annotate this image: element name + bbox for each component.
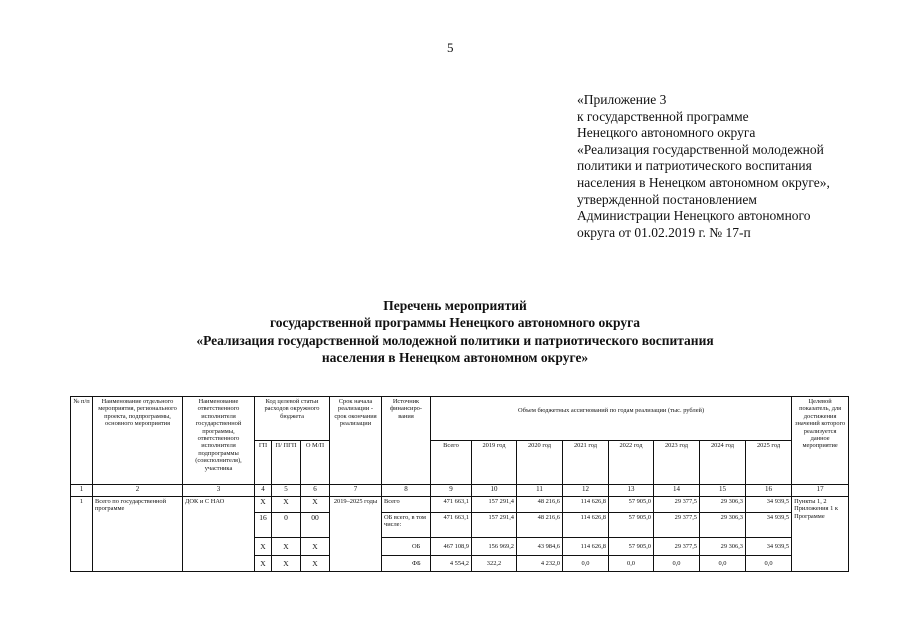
cell-pgp: Х — [272, 556, 301, 572]
header-source: Источник финансиро- вания — [382, 397, 431, 485]
cell-value: 29 377,5 — [654, 513, 700, 538]
cell-value: 48 216,6 — [517, 497, 563, 513]
cell-value: 34 939,5 — [746, 513, 792, 538]
cell-pgp: Х — [272, 538, 301, 556]
header-year: 2025 год — [746, 441, 792, 485]
appendix-line: Ненецкого автономного округа — [577, 125, 756, 141]
cell-value: 467 108,9 — [431, 538, 472, 556]
header-gp: ГП — [255, 441, 272, 485]
cell-omp: 00 — [301, 513, 330, 538]
col-number: 10 — [472, 485, 517, 497]
cell-value: 0,0 — [609, 556, 654, 572]
cell-value: 322,2 — [472, 556, 517, 572]
cell-value: 48 216,6 — [517, 513, 563, 538]
cell-omp: Х — [301, 538, 330, 556]
header-name: Наименование отдельного мероприятия, регионального проекта, подпрограммы, основного мероприятия — [93, 397, 183, 485]
cell-value: 4 232,0 — [517, 556, 563, 572]
col-number: 13 — [609, 485, 654, 497]
cell-value: 57 905,0 — [609, 513, 654, 538]
row-num: 1 — [71, 497, 93, 572]
header-year: 2023 год — [654, 441, 700, 485]
col-number: 7 — [330, 485, 382, 497]
col-number: 1 — [71, 485, 93, 497]
title-line: государственной программы Ненецкого автономного округа — [269, 315, 641, 331]
col-number: 3 — [183, 485, 255, 497]
appendix-line: населения в Ненецком автономном округе», — [577, 174, 830, 190]
cell-pgp: 0 — [272, 513, 301, 538]
row-name: Всего по государственной программе — [93, 497, 183, 572]
header-term: Срок начала реализации - срок окончания реализации — [330, 397, 382, 485]
header-year: 2021 год — [563, 441, 609, 485]
table-row — [71, 497, 849, 513]
header-year: 2022 год — [609, 441, 654, 485]
cell-value: 29 306,3 — [700, 513, 746, 538]
col-number: 17 — [792, 485, 849, 497]
header-pgp: П/ ПГП — [272, 441, 301, 485]
col-number: 16 — [746, 485, 792, 497]
header-year: 2019 год — [472, 441, 517, 485]
activities-table — [70, 396, 849, 572]
cell-value: 34 939,5 — [746, 538, 792, 556]
cell-value: 0,0 — [746, 556, 792, 572]
cell-source: Всего — [382, 497, 431, 513]
col-number: 15 — [700, 485, 746, 497]
header-budget: Объем бюджетных ассигнований по годам реализации (тыс. рублей) — [431, 397, 792, 441]
cell-omp: Х — [301, 556, 330, 572]
title-line: «Реализация государственной молодежной политики и патриотического воспитания — [196, 332, 714, 348]
cell-value: 156 969,2 — [472, 538, 517, 556]
document-title — [100, 297, 810, 367]
row-indicator: Пункты 1, 2 Приложения 1 к Программе — [792, 497, 849, 572]
cell-gp: 16 — [255, 513, 272, 538]
cell-value: 57 905,0 — [609, 497, 654, 513]
col-number: 4 — [255, 485, 272, 497]
cell-source: ОБ — [382, 538, 431, 556]
cell-source: ФБ — [382, 556, 431, 572]
cell-value: 0,0 — [654, 556, 700, 572]
header-year: 2024 год — [700, 441, 746, 485]
row-executor: ДОК и С НАО — [183, 497, 255, 572]
row-term: 2019–2025 годы — [330, 497, 382, 572]
cell-value: 4 554,2 — [431, 556, 472, 572]
cell-value: 29 377,5 — [654, 538, 700, 556]
header-total: Всего — [431, 441, 472, 485]
cell-value: 471 663,1 — [431, 497, 472, 513]
appendix-line: к государственной программе — [577, 108, 749, 124]
title-line: Перечень мероприятий — [383, 298, 527, 313]
cell-pgp: Х — [272, 497, 301, 513]
cell-value: 157 291,4 — [472, 497, 517, 513]
col-number: 2 — [93, 485, 183, 497]
col-number: 11 — [517, 485, 563, 497]
cell-value: 471 663,1 — [431, 513, 472, 538]
cell-value: 34 939,5 — [746, 497, 792, 513]
cell-value: 0,0 — [700, 556, 746, 572]
appendix-note — [577, 92, 877, 241]
header-omp: О М/П — [301, 441, 330, 485]
cell-value: 43 984,6 — [517, 538, 563, 556]
cell-value: 114 626,8 — [563, 497, 609, 513]
header-indicator: Целевой показатель, для достижения значений которого реализуется данное мероприятие — [792, 397, 849, 485]
title-line: населения в Ненецком автономном округе» — [321, 350, 589, 366]
cell-value: 29 306,3 — [700, 497, 746, 513]
appendix-line: утвержденной постановлением — [577, 191, 757, 207]
appendix-line: политики и патриотического воспитания — [577, 158, 812, 174]
header-num: № п/п — [71, 397, 93, 485]
appendix-line: Администрации Ненецкого автономного — [577, 208, 811, 224]
appendix-line: округа от 01.02.2019 г. № 17-п — [577, 224, 751, 240]
col-number: 12 — [563, 485, 609, 497]
cell-value: 0,0 — [563, 556, 609, 572]
cell-gp: Х — [255, 538, 272, 556]
cell-source: ОБ всего, в том числе: — [382, 513, 431, 538]
cell-value: 114 626,8 — [563, 513, 609, 538]
header-executor: Наименование ответственного исполнителя государственной программы, ответственного исполнителя подпрограммы (соисполнителя), участника — [183, 397, 255, 485]
col-number: 5 — [272, 485, 301, 497]
cell-value: 29 306,3 — [700, 538, 746, 556]
appendix-line: «Реализация государственной молодежной — [577, 141, 824, 157]
header-year: 2020 год — [517, 441, 563, 485]
cell-value: 157 291,4 — [472, 513, 517, 538]
cell-value: 114 626,8 — [563, 538, 609, 556]
page-number: 5 — [447, 40, 454, 55]
cell-value: 29 377,5 — [654, 497, 700, 513]
cell-gp: Х — [255, 497, 272, 513]
col-number: 14 — [654, 485, 700, 497]
header-code: Код целевой статьи расходов окружного бюджета — [255, 397, 330, 441]
col-number: 9 — [431, 485, 472, 497]
col-number: 6 — [301, 485, 330, 497]
cell-gp: Х — [255, 556, 272, 572]
appendix-line: «Приложение 3 — [577, 92, 667, 107]
col-number: 8 — [382, 485, 431, 497]
cell-value: 57 905,0 — [609, 538, 654, 556]
column-numbers-row — [71, 485, 849, 497]
cell-omp: Х — [301, 497, 330, 513]
